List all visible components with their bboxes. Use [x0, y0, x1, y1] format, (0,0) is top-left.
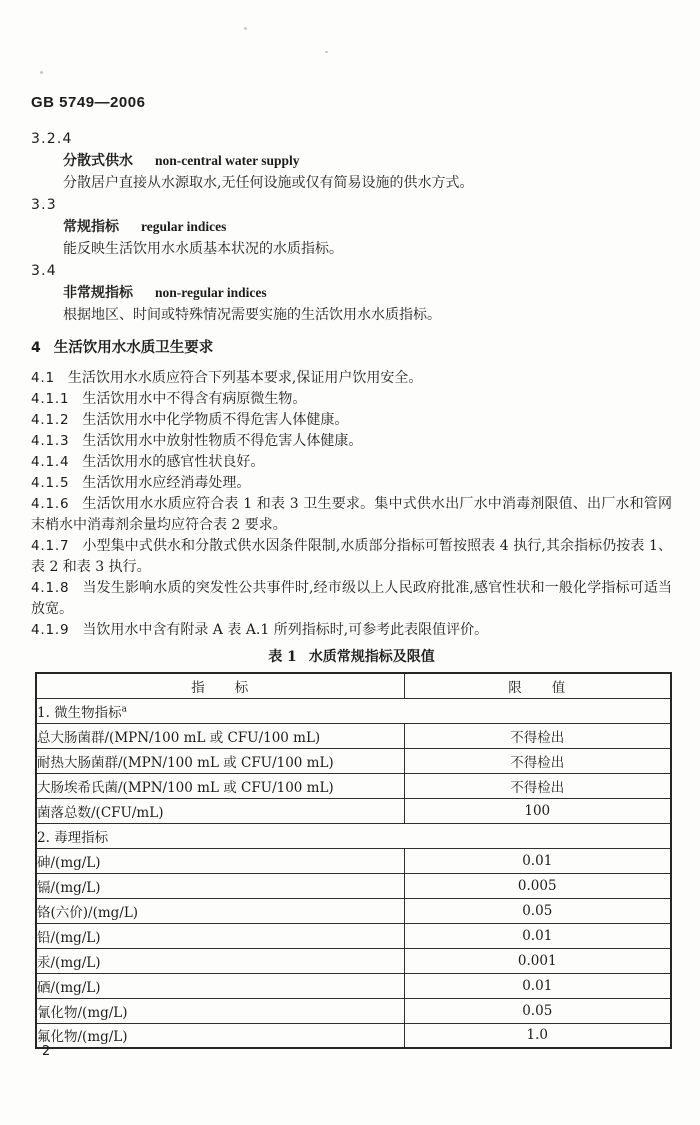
limit-cell: 0.05: [404, 998, 671, 1023]
chapter-heading: [31, 337, 672, 359]
indicator-cell: 镉/(mg/L): [36, 873, 404, 898]
term-definition: 根据地区、时间或特殊情况需要实施的生活饮用水水质指标。: [63, 307, 441, 323]
clause-number: 4.1.7: [31, 538, 70, 554]
table-section-row: [36, 698, 671, 723]
table-row: [36, 898, 671, 923]
indicator-cell: 铬(六价)/(mg/L): [36, 898, 404, 923]
clause-text: 生活饮用水中不得含有病原微生物。: [82, 391, 307, 407]
page-number: 2: [42, 1044, 51, 1059]
indicator-cell: 氟化物/(mg/L): [36, 1023, 404, 1048]
indicator-cell: 耐热大肠菌群/(MPN/100 mL 或 CFU/100 mL): [36, 748, 404, 773]
table-section-row: [36, 823, 671, 848]
clause-number: 4.1.4: [31, 454, 70, 470]
chapter-number: 4: [31, 340, 41, 356]
scan-speck: [40, 71, 43, 74]
table-row: [36, 873, 671, 898]
chapter-title: 生活饮用水水质卫生要求: [53, 339, 214, 356]
column-header-indicator: 指 标: [36, 673, 404, 698]
indicator-cell: 汞/(mg/L): [36, 948, 404, 973]
clause-number: 3.3: [31, 197, 57, 213]
column-header-limit: 限 值: [404, 673, 671, 698]
clause-number: 4.1.8: [31, 580, 70, 596]
limit-cell: 不得检出: [404, 723, 671, 748]
table-row: [36, 923, 671, 948]
term-zh: 常规指标: [63, 219, 119, 235]
clause-number: 4.1: [31, 370, 55, 386]
clause-4-1-3: [31, 431, 672, 452]
limit-cell: 1.0: [404, 1023, 671, 1048]
indicator-cell: 菌落总数/(CFU/mL): [36, 798, 404, 823]
limit-cell: 100: [404, 798, 671, 823]
table-row: [36, 998, 671, 1023]
scan-speck: [244, 27, 247, 30]
indicator-cell: 砷/(mg/L): [36, 848, 404, 873]
clause-text: 当发生影响水质的突发性公共事件时,经市级以上人民政府批准,感官性状和一般化学指标可适当放宽。: [31, 580, 672, 617]
clause-number: 4.1.3: [31, 433, 70, 449]
clause-number: 4.1.2: [31, 412, 70, 428]
clause-text: 生活饮用水中化学物质不得危害人体健康。: [82, 412, 349, 428]
footnote-marker: a: [121, 704, 128, 714]
indicator-cell: 总大肠菌群/(MPN/100 mL 或 CFU/100 mL): [36, 723, 404, 748]
table-row: [36, 848, 671, 873]
clause-4-1-8: [31, 578, 672, 620]
clause-text: 生活饮用水水质应符合下列基本要求,保证用户饮用安全。: [67, 370, 423, 386]
table-row: [36, 973, 671, 998]
limit-cell: 不得检出: [404, 748, 671, 773]
term-heading: [31, 150, 672, 172]
clause-number: 3.4: [31, 263, 57, 279]
clause-number: 3.2.4: [31, 131, 73, 147]
clause-4-1-5: [31, 473, 672, 494]
term-definition: 分散居户直接从水源取水,无任何设施或仅有简易设施的供水方式。: [63, 175, 474, 191]
table-row: [36, 1023, 671, 1048]
indicator-cell: 铅/(mg/L): [36, 923, 404, 948]
clause-number: 4.1.5: [31, 475, 70, 491]
section-label-microbial: [36, 698, 671, 723]
term-en: non-regular indices: [155, 285, 267, 300]
clause-4-1-7: [31, 536, 672, 578]
clause-4-1-4: [31, 452, 672, 473]
indicator-cell: 硒/(mg/L): [36, 973, 404, 998]
table-row: [36, 798, 671, 823]
clause-4-1: [31, 368, 672, 389]
term-en: non-central water supply: [155, 153, 300, 168]
clause-4-1-2: [31, 410, 672, 431]
table-row: [36, 773, 671, 798]
limit-cell: 0.01: [404, 973, 671, 998]
clause-text: 当饮用水中含有附录 A 表 A.1 所列指标时,可参考此表限值评价。: [82, 622, 489, 638]
table-row: [36, 948, 671, 973]
scan-speck: [325, 51, 328, 53]
section-label-toxicological: [36, 823, 671, 848]
limit-cell: 0.01: [404, 923, 671, 948]
term-en: regular indices: [141, 219, 227, 234]
term-zh: 非常规指标: [63, 285, 133, 301]
indicator-cell: 氰化物/(mg/L): [36, 998, 404, 1023]
clause-text: 生活饮用水应经消毒处理。: [82, 475, 251, 491]
clause-text: 生活饮用水中放射性物质不得危害人体健康。: [82, 433, 363, 449]
table1-caption-number: 表 1: [268, 649, 297, 665]
clause-number: 4.1.6: [31, 496, 70, 512]
section-label-text: 1. 微生物指标: [37, 704, 122, 721]
clause-4-1-1: [31, 389, 672, 410]
clause-number: 4.1.1: [31, 391, 70, 407]
table1-water-quality-regular-indices: [35, 672, 672, 1049]
limit-cell: 0.01: [404, 848, 671, 873]
table-row: [36, 723, 671, 748]
clause-text: 生活饮用水水质应符合表 1 和表 3 卫生要求。集中式供水出厂水中消毒剂限值、出厂水和管网末梢水中消毒剂余量均应符合表 2 要求。: [31, 496, 672, 533]
limit-cell: 0.001: [404, 948, 671, 973]
table1-caption-title: 水质常规指标及限值: [308, 649, 435, 665]
limit-cell: 0.05: [404, 898, 671, 923]
limit-cell: 0.005: [404, 873, 671, 898]
term-definition: 能反映生活饮用水水质基本状况的水质指标。: [63, 241, 343, 257]
definition-block-3-4: [31, 260, 672, 326]
indicator-cell: 大肠埃希氏菌/(MPN/100 mL 或 CFU/100 mL): [36, 773, 404, 798]
definition-block-3-2-4: [31, 128, 672, 194]
table1-caption: [31, 647, 672, 667]
clause-4-1-9: [31, 620, 672, 641]
table-header-row: [36, 673, 671, 698]
table-row: [36, 748, 671, 773]
clause-number: 4.1.9: [31, 622, 70, 638]
clause-text: 小型集中式供水和分散式供水因条件限制,水质部分指标可暂按照表 4 执行,其余指标仍按表 1、表 2 和表 3 执行。: [31, 538, 672, 575]
clause-4-1-6: [31, 494, 672, 536]
definition-block-3-3: [31, 194, 672, 260]
standard-number-header: GB 5749—2006: [31, 94, 146, 111]
term-heading: [31, 216, 672, 238]
limit-cell: 不得检出: [404, 773, 671, 798]
term-heading: [31, 282, 672, 304]
section-label-text: 2. 毒理指标: [37, 829, 109, 846]
clause-text: 生活饮用水的感官性状良好。: [82, 454, 265, 470]
term-zh: 分散式供水: [63, 153, 133, 169]
